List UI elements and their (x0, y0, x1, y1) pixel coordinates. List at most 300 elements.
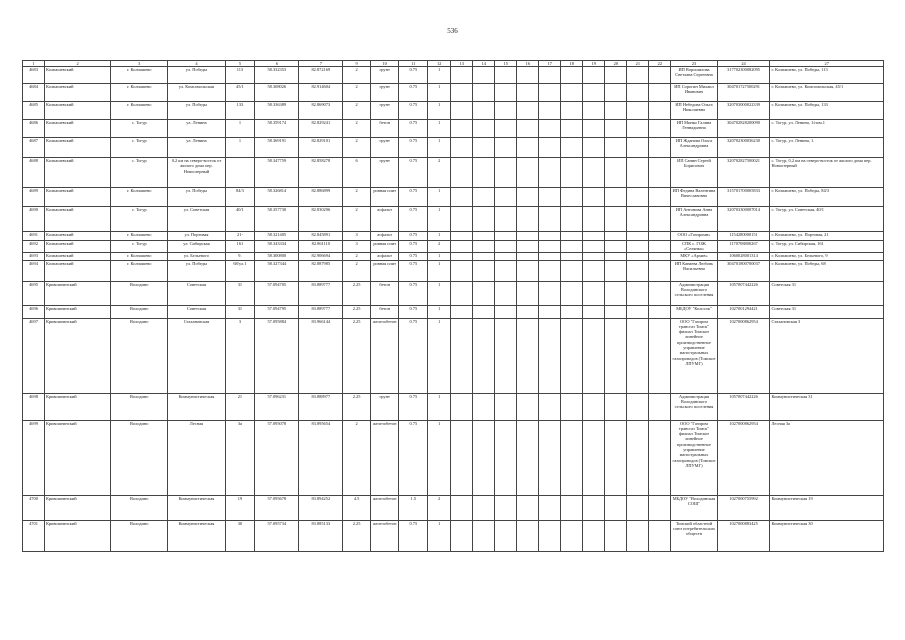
column-number: 6 (255, 61, 299, 67)
table-row (23, 305, 884, 318)
table-cell: 0.75 (399, 420, 428, 495)
table-cell (627, 393, 649, 420)
table-cell: 58.357730 (255, 207, 299, 232)
table-cell (583, 232, 605, 241)
table-cell: 2.25 (343, 318, 371, 393)
table-row (23, 138, 884, 158)
table-cell (451, 318, 473, 393)
table-cell: 19 (225, 495, 255, 520)
table-cell: 0.75 (399, 102, 428, 120)
table-cell: ул. Бельевого (168, 252, 225, 260)
table-cell (627, 305, 649, 318)
table-cell: ул. Победы (168, 260, 225, 281)
table-cell: 4684 (23, 84, 45, 102)
table-cell: Колпашевский (45, 158, 111, 188)
table-cell: 82.861110 (299, 241, 343, 253)
column-number: 24 (717, 61, 770, 67)
table-cell (649, 281, 671, 305)
table-cell: с. Тогур, ул. Советская, 40/1 (770, 207, 884, 232)
column-number: 19 (583, 61, 605, 67)
table-cell: 0.75 (399, 120, 428, 138)
table-cell: 1060028001314 (717, 252, 770, 260)
table-cell: Советская (168, 281, 225, 305)
table-cell: 2 (428, 158, 451, 188)
table-cell (539, 520, 561, 551)
table-cell (605, 305, 627, 318)
table-cell (473, 207, 495, 232)
table-cell (473, 252, 495, 260)
column-number: 7 (299, 61, 343, 67)
table-cell: 1 (428, 84, 451, 102)
table-cell (539, 138, 561, 158)
table-cell: Колпашевский (45, 84, 111, 102)
table-cell (627, 188, 649, 207)
table-cell (561, 138, 583, 158)
table-cell (473, 495, 495, 520)
table-cell: грунт (370, 84, 399, 102)
table-cell: 0.75 (399, 67, 428, 84)
register-table (22, 60, 884, 552)
table-row (23, 120, 884, 138)
column-number: 14 (473, 61, 495, 67)
table-cell: 0.75 (399, 305, 428, 318)
table-cell (539, 207, 561, 232)
table-cell: 83.889777 (299, 305, 343, 318)
table-cell: 2 (343, 260, 371, 281)
table-cell (473, 188, 495, 207)
table-cell: г. Колпашево, ул. Победы, 133 (770, 102, 884, 120)
column-number: 21 (627, 61, 649, 67)
table-cell: 83.894252 (299, 495, 343, 520)
table-cell: 45/1 (225, 84, 255, 102)
table-cell: 320703000022339 (717, 102, 770, 120)
table-cell (539, 495, 561, 520)
table-cell: 0.75 (399, 138, 428, 158)
table-cell (583, 158, 605, 188)
table-cell: 6 (343, 158, 371, 188)
table-cell: г. Колпашево (111, 188, 168, 207)
table-cell: 113 (225, 67, 255, 84)
table-cell: ул. Победы (168, 188, 225, 207)
table-cell (561, 393, 583, 420)
table-cell (649, 84, 671, 102)
table-cell: бетон (370, 281, 399, 305)
table-cell (605, 158, 627, 188)
table-cell: с. Тогур (111, 138, 168, 158)
table-cell (495, 207, 517, 232)
table-cell (517, 241, 539, 253)
table-cell (583, 67, 605, 84)
table-cell: 31 (225, 305, 255, 318)
table-cell (451, 495, 473, 520)
table-cell (451, 252, 473, 260)
table-cell: 1 (428, 318, 451, 393)
table-cell (451, 305, 473, 318)
table-row (23, 495, 884, 520)
table-cell (451, 120, 473, 138)
table-cell: 1 (428, 281, 451, 305)
table-cell: ИП Канаева Любовь Васильевна (671, 260, 717, 281)
table-cell: 1 (428, 393, 451, 420)
table-cell (627, 84, 649, 102)
table-cell (605, 138, 627, 158)
table-cell: Лесная (168, 420, 225, 495)
table-cell: ул. Победы (168, 102, 225, 120)
table-cell: Колпашевский (45, 232, 111, 241)
table-cell (649, 232, 671, 241)
table-cell: 0.75 (399, 232, 428, 241)
table-cell (517, 520, 539, 551)
table-cell: 82.829241 (299, 120, 343, 138)
table-cell (649, 495, 671, 520)
table-cell (473, 520, 495, 551)
table-cell: ровная плит (370, 188, 399, 207)
table-cell: 4685 (23, 102, 45, 120)
table-cell (649, 241, 671, 253)
table-cell: ООО "Газпром трансгаз Томск" филиал Томское линейное производственное управление магистральных газопроводов (Томское ЛПУМГ) (671, 420, 717, 495)
table-cell: 58.369191 (255, 138, 299, 158)
table-cell: 4689 (23, 188, 45, 207)
table-cell: г. Колпашево (111, 102, 168, 120)
table-cell: Советская (168, 305, 225, 318)
table-cell: Кривошеинский (45, 520, 111, 551)
table-cell: ИП Антонова Анна Александровна (671, 207, 717, 232)
table-cell: железобетон (370, 520, 399, 551)
table-cell (649, 67, 671, 84)
table-cell: Коммунистическая 31 (770, 393, 884, 420)
column-number: 13 (451, 61, 473, 67)
table-cell (517, 120, 539, 138)
table-cell: 58.343334 (255, 241, 299, 253)
table-cell: ул. Портовая (168, 232, 225, 241)
table-cell (517, 260, 539, 281)
table-cell (561, 232, 583, 241)
table-cell: 58.336389 (255, 102, 299, 120)
table-cell: г. Колпашево (111, 260, 168, 281)
table-cell: 82.869073 (299, 102, 343, 120)
table-cell: 2 (343, 420, 371, 495)
table-cell: СПК с. ГОЖ «Селянка» (671, 241, 717, 253)
table-cell (649, 318, 671, 393)
table-cell: 57.094705 (255, 281, 299, 305)
table-cell (451, 188, 473, 207)
table-cell: 58.347759 (255, 158, 299, 188)
table-row (23, 260, 884, 281)
table-cell (495, 120, 517, 138)
table-cell: 1057007442226 (717, 393, 770, 420)
table-cell (583, 495, 605, 520)
table-cell: с. Тогур, ул. Ленина, 1. (770, 138, 884, 158)
table-cell (517, 281, 539, 305)
table-cell: 58.321405 (255, 232, 299, 241)
table-cell (561, 305, 583, 318)
table-cell (561, 520, 583, 551)
table-cell: ИП Жданова Ольга Александровна (671, 138, 717, 158)
table-cell (649, 420, 671, 495)
table-cell (649, 138, 671, 158)
table-cell: Коммунистическая 19 (770, 495, 884, 520)
table-cell: 58.326814 (255, 188, 299, 207)
table-cell (495, 241, 517, 253)
table-cell (605, 207, 627, 232)
table-cell: Кривошеинский (45, 420, 111, 495)
table-cell: 58.300800 (255, 252, 299, 260)
table-cell (473, 318, 495, 393)
table-cell: 1 (428, 67, 451, 84)
table-cell (451, 84, 473, 102)
table-cell: Кривошеинский (45, 318, 111, 393)
table-cell: 3 (343, 241, 371, 253)
table-cell (561, 102, 583, 120)
table-cell (649, 252, 671, 260)
table-cell: Володино (111, 318, 168, 393)
table-cell: МБДОУ "Колосок" (671, 305, 717, 318)
table-cell (605, 120, 627, 138)
table-cell: 2 (343, 84, 371, 102)
table-cell (495, 67, 517, 84)
table-cell: 4687 (23, 138, 45, 158)
table-row (23, 207, 884, 232)
table-cell: 1 (428, 232, 451, 241)
table-cell: железобетон (370, 318, 399, 393)
table-cell: 1154280000151 (717, 232, 770, 241)
table-cell: 68/ул.1 (225, 260, 255, 281)
table-cell: 4690 (23, 207, 45, 232)
table-cell: 83.895654 (299, 420, 343, 495)
table-row (23, 67, 884, 84)
table-cell (583, 305, 605, 318)
page-number: 536 (447, 27, 458, 35)
table-cell (495, 393, 517, 420)
table-cell: 0.75 (399, 252, 428, 260)
column-number: 23 (671, 61, 717, 67)
table-cell: 0.75 (399, 84, 428, 102)
table-cell: ул. Комсомольская (168, 84, 225, 102)
table-cell: г. Колпашево, ул. Победы, 113 (770, 67, 884, 84)
table-cell: МБДОУ "Володинская СОШ" (671, 495, 717, 520)
table-cell: 304702828200090 (717, 120, 770, 138)
table-cell (451, 207, 473, 232)
table-cell: 1 (428, 188, 451, 207)
table-cell (649, 188, 671, 207)
table-cell: 82.906694 (299, 252, 343, 260)
table-cell: Володино (111, 420, 168, 495)
table-cell (495, 232, 517, 241)
table-cell: 2 (343, 102, 371, 120)
table-cell (517, 420, 539, 495)
table-cell: 0.75 (399, 241, 428, 253)
table-cell: грунт (370, 393, 399, 420)
column-number: 9 (343, 61, 371, 67)
table-cell (539, 232, 561, 241)
table-cell: 4693 (23, 252, 45, 260)
table-cell: ООО "Газпром трансгаз Томск" филиал Томское линейное производственное управление магистральных газопроводов (Томское ЛПУМГ) (671, 318, 717, 393)
table-cell (539, 241, 561, 253)
table-row (23, 281, 884, 305)
table-cell: ул. Сибирская (168, 241, 225, 253)
table-cell: 4691 (23, 232, 45, 241)
table-cell (561, 67, 583, 84)
table-cell: 82.858278 (299, 158, 343, 188)
table-cell (517, 305, 539, 318)
table-cell (451, 520, 473, 551)
table-cell: Кривошеинский (45, 305, 111, 318)
column-number: 20 (605, 61, 627, 67)
table-cell: г. Колпашево, ул. Победы, 68 (770, 260, 884, 281)
table-cell: Коммунистическая (168, 495, 225, 520)
table-cell (627, 158, 649, 188)
table-cell (627, 207, 649, 232)
table-cell (473, 158, 495, 188)
table-cell (495, 520, 517, 551)
table-cell: 58.327344 (255, 260, 299, 281)
column-number: 16 (517, 61, 539, 67)
table-cell (627, 318, 649, 393)
table-cell (517, 102, 539, 120)
table-cell: 83.885133 (299, 520, 343, 551)
table-cell: г. Колпашево (111, 67, 168, 84)
table-cell (495, 138, 517, 158)
table-cell (225, 158, 255, 188)
table-cell (495, 495, 517, 520)
table-cell: ООО «Газпромн» (671, 232, 717, 241)
table-cell (517, 318, 539, 393)
table-cell (517, 495, 539, 520)
table-cell: 1027000755992 (717, 495, 770, 520)
table-cell: 3а (225, 420, 255, 495)
table-cell: 2 (343, 207, 371, 232)
table-cell (561, 241, 583, 253)
table-cell (451, 260, 473, 281)
column-number: 1 (23, 61, 45, 67)
table-cell: Володино (111, 393, 168, 420)
table-cell (473, 420, 495, 495)
table-cell: 4701 (23, 520, 45, 551)
table-cell (517, 188, 539, 207)
table-row (23, 252, 884, 260)
table-cell (605, 232, 627, 241)
table-cell: 40/1 (225, 207, 255, 232)
column-number: 27 (770, 61, 884, 67)
table-cell: 0.75 (399, 207, 428, 232)
table-cell: 4697 (23, 318, 45, 393)
table-cell (649, 393, 671, 420)
table-cell (473, 241, 495, 253)
table-cell: 1170708800267 (717, 241, 770, 253)
table-cell: 320702827500021 (717, 158, 770, 188)
table-cell (561, 207, 583, 232)
table-cell: 83.966144 (299, 318, 343, 393)
table-cell: 57.095884 (255, 318, 299, 393)
table-cell: 4696 (23, 305, 45, 318)
table-cell: 58.332353 (255, 67, 299, 84)
table-cell (451, 241, 473, 253)
column-number: 17 (539, 61, 561, 67)
table-cell (583, 520, 605, 551)
table-cell: г. Колпашево, ул. Победы, 84/3 (770, 188, 884, 207)
table-cell (539, 318, 561, 393)
table-cell: ИП Небедова Ольга Николаевна (671, 102, 717, 120)
table-cell: 57.096231 (255, 393, 299, 420)
table-cell (561, 252, 583, 260)
table-cell: 83.888977 (299, 393, 343, 420)
table-cell: Колпашевский (45, 102, 111, 120)
table-cell: Кривошеинский (45, 393, 111, 420)
table-cell: 0.75 (399, 318, 428, 393)
table-cell: Колпашевский (45, 241, 111, 253)
table-cell (605, 520, 627, 551)
table-cell (605, 420, 627, 495)
table-cell (539, 252, 561, 260)
table-cell: 1 (428, 420, 451, 495)
table-cell (649, 158, 671, 188)
table-cell (583, 188, 605, 207)
table-cell (495, 260, 517, 281)
table-cell (583, 241, 605, 253)
table-cell (473, 120, 495, 138)
table-cell: Колпашевский (45, 120, 111, 138)
table-cell: Кривошеинский (45, 281, 111, 305)
table-cell: г. Колпашево, ул. Портовая, 21 (770, 232, 884, 241)
table-cell: ул. Ленина (168, 120, 225, 138)
table-cell: г. Колпашево (111, 84, 168, 102)
table-cell: Советская 31 (770, 305, 884, 318)
table-cell: грунт (370, 102, 399, 120)
table-cell: 4.5 (343, 495, 371, 520)
table-cell: 1 (428, 305, 451, 318)
table-cell: 1 (225, 120, 255, 138)
table-cell: ИП Федина Валентина Вячеславовна (671, 188, 717, 207)
table-cell: Володино (111, 281, 168, 305)
table-cell: 21- (225, 232, 255, 241)
table-cell (605, 102, 627, 120)
table-cell: 1027001294421 (717, 305, 770, 318)
table-cell: ИП Ворошилова Светлана Сергеевна (671, 67, 717, 84)
table-cell: 83.889777 (299, 281, 343, 305)
table-cell: 4698 (23, 393, 45, 420)
table-cell: 1 (428, 520, 451, 551)
table-cell: ровная плит (370, 241, 399, 253)
table-cell (649, 260, 671, 281)
table-cell (583, 281, 605, 305)
table-row (23, 102, 884, 120)
table-cell: железобетон (370, 420, 399, 495)
table-row (23, 420, 884, 495)
table-cell (627, 281, 649, 305)
table-cell: ул. Победы (168, 67, 225, 84)
table-cell: 304701800700037 (717, 260, 770, 281)
table-cell (451, 102, 473, 120)
table-cell (605, 241, 627, 253)
column-number: 22 (649, 61, 671, 67)
table-cell (583, 260, 605, 281)
table-cell: 0.75 (399, 393, 428, 420)
table-cell: 4695 (23, 281, 45, 305)
table-cell (517, 158, 539, 188)
table-cell (517, 138, 539, 158)
table-cell: 82.887985 (299, 260, 343, 281)
table-row (23, 232, 884, 241)
table-cell: 1 (428, 260, 451, 281)
table-cell (517, 84, 539, 102)
table-cell (473, 84, 495, 102)
table-cell (561, 420, 583, 495)
table-cell: г. Колпашево (111, 252, 168, 260)
table-cell (627, 67, 649, 84)
table-cell (539, 84, 561, 102)
table-cell (583, 120, 605, 138)
table-cell: с. Тогур (111, 120, 168, 138)
